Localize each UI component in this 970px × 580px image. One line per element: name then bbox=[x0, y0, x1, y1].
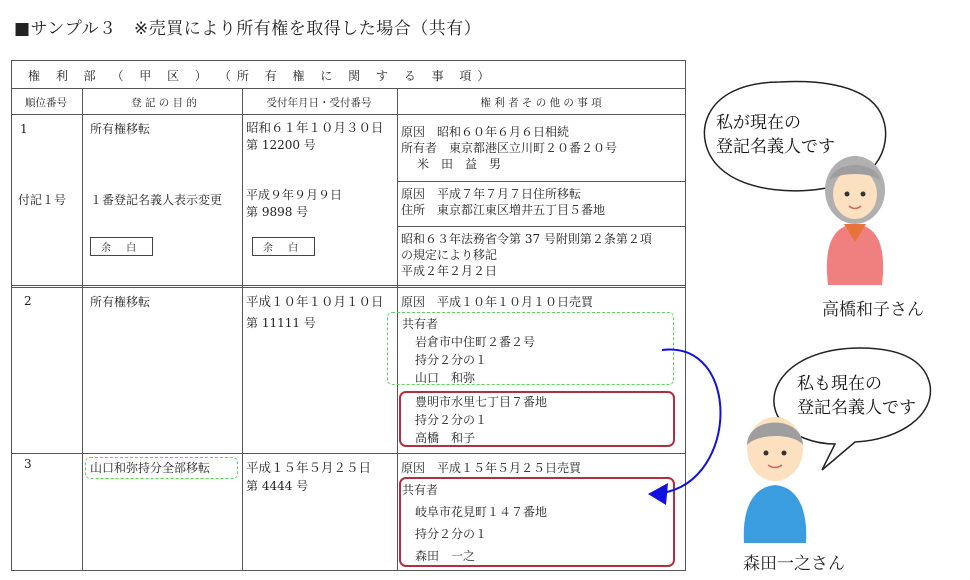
row1a-rank: 付記１号 bbox=[18, 193, 67, 207]
row2-owner2-share: 持分２分の１ bbox=[415, 413, 488, 427]
row3-owner-share: 持分２分の１ bbox=[415, 527, 488, 541]
man-bubble-line2: 登記名義人です bbox=[797, 398, 916, 418]
header-receipt: 受付年月日・受付番号 bbox=[266, 97, 372, 109]
woman-bubble-line1: 私が現在の bbox=[716, 113, 801, 133]
row3-rank: 3 bbox=[24, 457, 32, 471]
row1-receipt: 第 12200 号 bbox=[246, 138, 316, 152]
row2-owner2-address: 豊明市水里七丁目７番地 bbox=[415, 395, 548, 409]
header-details: 権 利 者 そ の 他 の 事 項 bbox=[480, 97, 602, 109]
row1a-detail-cause: 原因 平成７年７月７日住所移転 bbox=[401, 187, 582, 201]
woman-name-label: 高橋和子さん bbox=[822, 300, 924, 320]
row2-purpose: 所有権移転 bbox=[90, 295, 151, 309]
section-title: 権 利 部 （ 甲 区 ） （所 有 権 に 関 す る 事 項） bbox=[28, 69, 496, 83]
transfer-note-3: 平成２年２月２日 bbox=[401, 264, 498, 278]
woman-bubble-line2: 登記名義人です bbox=[716, 137, 835, 157]
page-title: ■サンプル３ ※売買により所有権を取得した場合（共有） bbox=[14, 19, 482, 39]
row2-owner1-address: 岩倉市中住町２番２号 bbox=[415, 335, 536, 349]
row1-detail-owner: 所有者 東京都港区立川町２０番２０号 bbox=[401, 141, 618, 155]
row2-rank: 2 bbox=[24, 294, 32, 308]
row2-detail-cause: 原因 平成１０年１０月１０日売買 bbox=[401, 295, 594, 309]
row1a-date: 平成９年９月９日 bbox=[246, 188, 343, 202]
row2-receipt: 第 11111 号 bbox=[246, 316, 316, 330]
man-avatar bbox=[730, 405, 820, 545]
transfer-note-2: の規定により移記 bbox=[401, 248, 498, 262]
man-bubble-line1: 私も現在の bbox=[797, 374, 882, 394]
transfer-note-1: 昭和６３年法務省令第 37 号附則第２条第２項 bbox=[401, 232, 652, 246]
row1-detail-name: 米 田 益 男 bbox=[417, 157, 502, 171]
row3-owner-address: 岐阜市花見町１４７番地 bbox=[415, 505, 548, 519]
margin-stamp-purpose: 余 白 bbox=[90, 237, 153, 256]
row3-co-owners-label: 共有者 bbox=[402, 483, 439, 497]
row1-purpose: 所有権移転 bbox=[90, 122, 151, 136]
row2-owner1-name: 山口 和弥 bbox=[415, 371, 476, 385]
row2-co-owners-label: 共有者 bbox=[402, 317, 439, 331]
row1-date: 昭和６１年１０月３０日 bbox=[246, 120, 384, 135]
row3-purpose: 山口和弥持分全部移転 bbox=[90, 461, 211, 475]
row1-rank: 1 bbox=[20, 122, 28, 136]
margin-stamp-date: 余 白 bbox=[252, 237, 315, 256]
man-name-label: 森田一之さん bbox=[743, 554, 845, 574]
row1a-receipt: 第 9898 号 bbox=[246, 205, 309, 219]
header-rank: 順位番号 bbox=[25, 97, 67, 109]
row3-detail-cause: 原因 平成１５年５月２５日売買 bbox=[401, 461, 582, 475]
row1a-detail-address: 住所 東京都江東区増井五丁目５番地 bbox=[401, 203, 606, 217]
row3-owner-name: 森田 一之 bbox=[415, 549, 476, 563]
row2-date: 平成１０年１０月１０日 bbox=[246, 294, 384, 309]
row1-detail-cause: 原因 昭和６０年６月６日相続 bbox=[401, 125, 570, 139]
header-purpose: 登 記 の 目 的 bbox=[131, 97, 197, 109]
row2-owner2-name: 高橋 和子 bbox=[415, 431, 476, 445]
row3-receipt: 第 4444 号 bbox=[246, 479, 309, 493]
row2-owner1-share: 持分２分の１ bbox=[415, 353, 488, 367]
row3-date: 平成１５年５月２５日 bbox=[246, 460, 372, 475]
row1a-purpose: １番登記名義人表示変更 bbox=[90, 193, 223, 207]
